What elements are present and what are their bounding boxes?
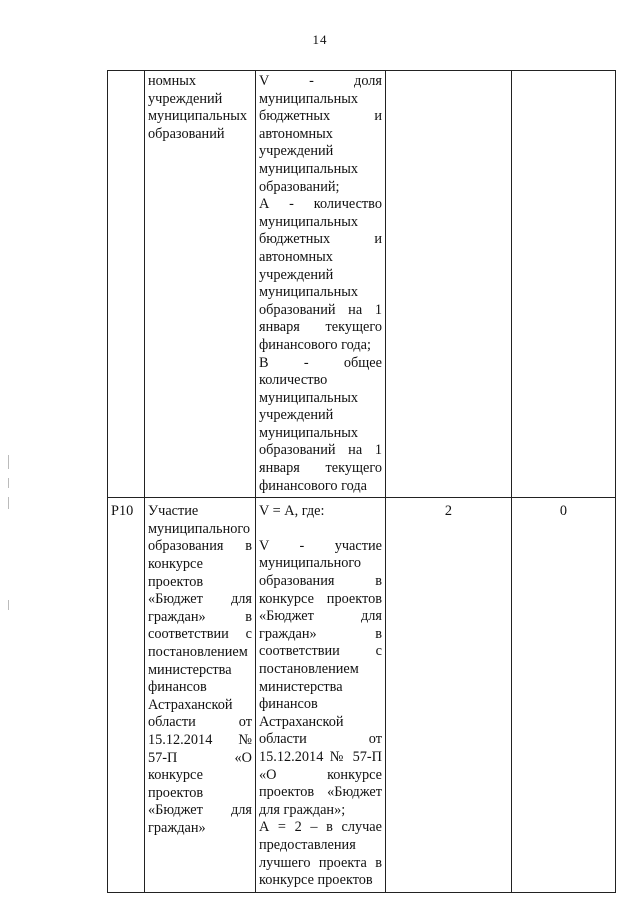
table-row: [108, 71, 616, 498]
row-name-cell: номных учреждений муниципальных образований: [145, 71, 256, 498]
row-code-cell: [108, 71, 145, 498]
formula-text: V - доля муниципальных бюджетных и автономных учреждений муниципальных образований; А - количество муниципальных бюджетных и автономных учреждений муниципальных образований на 1 января текущего финансового года; В - общее количество муниципальных учреждений муниципальных образований на 1 января текущего финансового года: [259, 73, 382, 494]
page-number: 14: [312, 32, 328, 47]
row-formula-cell: [256, 498, 386, 892]
row-formula-cell: [256, 71, 386, 498]
formula-text: V - участие муниципального образования в конкурсе проектов «Бюджет для граждан» в соответствии с постановлением министерства финансов Астраханской области от 15.12.2014 № 57-П «О конкурсе проектов «Бюджет для граждан»; А = 2 – в случае предоставления лучшего проекта в конкурсе проектов: [259, 537, 382, 889]
row-value2-cell: 0: [512, 498, 616, 892]
row-value2-cell: [512, 71, 616, 498]
row-value1-cell: 2: [386, 498, 512, 892]
criteria-table: [107, 70, 616, 893]
row-value1-cell: [386, 71, 512, 498]
table-row: [108, 498, 616, 892]
row-name-cell: Участие муниципального образования в конкурсе проектов «Бюджет для граждан» в соответствии с постановлением министерства финансов Астраханской области от 15.12.2014 № 57-П «О конкурсе проектов «Бюджет для граждан»: [145, 498, 256, 892]
formula-header: V = А, где:: [259, 503, 325, 520]
row-code-cell: Р10: [108, 498, 145, 892]
